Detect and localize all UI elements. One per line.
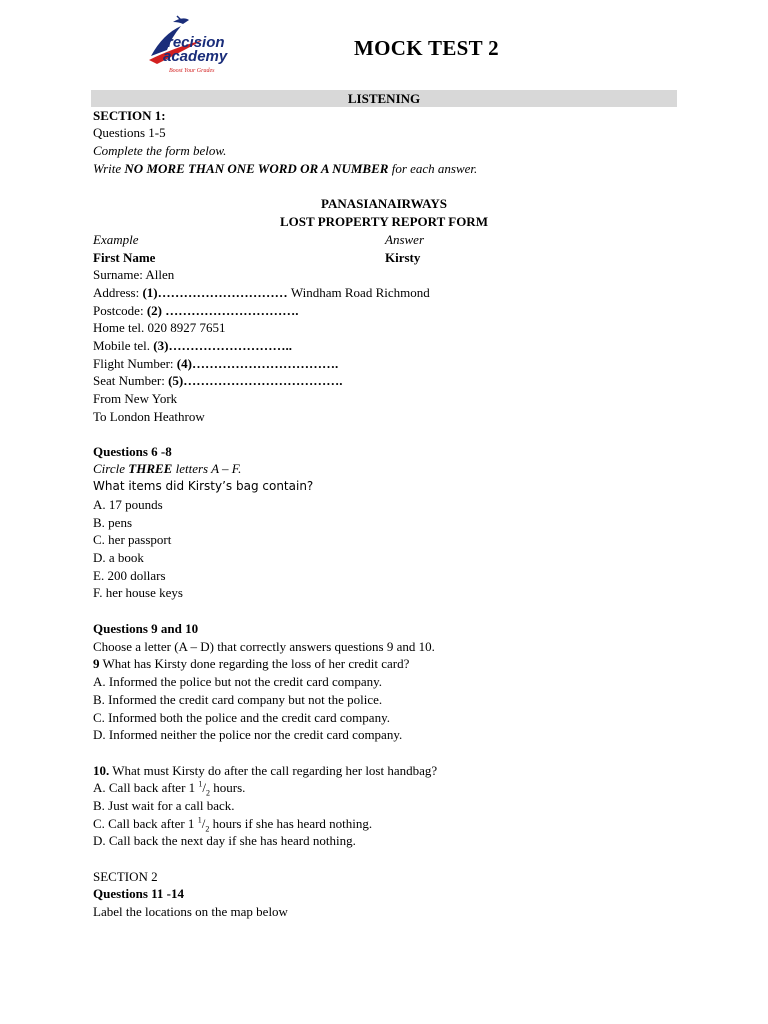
q9-option-c: C. Informed both the police and the credit card company. bbox=[93, 710, 390, 725]
to-line: To London Heathrow bbox=[93, 409, 205, 424]
section2-instruction: Label the locations on the map below bbox=[93, 904, 288, 919]
option-b: B. pens bbox=[93, 515, 132, 530]
q9-option-a: A. Informed the police but not the credit card company. bbox=[93, 674, 383, 689]
option-d: D. a book bbox=[93, 550, 144, 565]
q9-option-b: B. Informed the credit card company but not the police. bbox=[93, 692, 383, 707]
section1-heading: SECTION 1: bbox=[93, 108, 166, 123]
svg-text:academy: academy bbox=[163, 48, 228, 65]
q9-10-instruction: Choose a letter (A – D) that correctly answers questions 9 and 10. bbox=[93, 639, 435, 654]
q6-8-heading: Questions 6 -8 bbox=[93, 444, 172, 459]
q10-option-c: C. Call back after 1 $^1/_2$ hours if she has heard nothing. bbox=[93, 815, 373, 834]
from-line: From New York bbox=[93, 391, 178, 406]
svg-text:Boost Your Grades: Boost Your Grades bbox=[169, 68, 215, 74]
q10-option-d: D. Call back the next day if she has heard nothing. bbox=[93, 833, 356, 848]
form-title-airline: PANASIANAIRWAYS bbox=[321, 196, 447, 211]
q10-option-b: B. Just wait for a call back. bbox=[93, 798, 235, 813]
postcode-line: Postcode: (2) …………………………. bbox=[93, 303, 299, 318]
option-e: E. 200 dollars bbox=[93, 568, 166, 583]
surname-line: Surname: Allen bbox=[93, 267, 175, 282]
section1-instruction2: Write NO MORE THAN ONE WORD OR A NUMBER for each answer. bbox=[93, 161, 478, 176]
q6-8-instruction: Circle THREE letters A – F. bbox=[93, 461, 242, 476]
q9-option-d: D. Informed neither the police nor the credit card company. bbox=[93, 727, 403, 742]
svg-text:recision: recision bbox=[167, 34, 225, 51]
q9-10-heading: Questions 9 and 10 bbox=[93, 621, 199, 636]
section2-heading: SECTION 2 bbox=[93, 869, 158, 884]
section1-questions: Questions 1-5 bbox=[93, 125, 166, 140]
page-title: MOCK TEST 2 bbox=[354, 36, 499, 60]
section1-instruction1: Complete the form below. bbox=[93, 143, 227, 158]
example-answer-row: First Name Kirsty bbox=[93, 250, 421, 265]
mobile-line: Mobile tel. (3)……………………….. bbox=[93, 338, 292, 353]
form-title: LOST PROPERTY REPORT FORM bbox=[280, 214, 488, 229]
flight-line: Flight Number: (4)……………………………. bbox=[93, 356, 339, 371]
section-bar-listening: LISTENING bbox=[91, 90, 677, 107]
home-tel-line: Home tel. 020 8927 7651 bbox=[93, 320, 226, 335]
q6-8-question: What items did Kirsty’s bag contain? bbox=[93, 479, 314, 493]
example-row: Example Answer bbox=[93, 232, 424, 247]
address-line: Address: (1)………………………… Windham Road Richmond bbox=[93, 285, 430, 300]
q10-option-a: A. Call back after 1 $^1/_2$ hours. bbox=[93, 779, 246, 798]
q9-question: 9 What has Kirsty done regarding the loss of her credit card? bbox=[93, 656, 410, 671]
option-f: F. her house keys bbox=[93, 585, 183, 600]
seat-line: Seat Number: (5)………………………………. bbox=[93, 373, 343, 388]
option-c: C. her passport bbox=[93, 532, 172, 547]
option-a: A. 17 pounds bbox=[93, 497, 163, 512]
q10-question: 10. What must Kirsty do after the call regarding her lost handbag? bbox=[93, 763, 438, 778]
precision-academy-logo bbox=[143, 14, 267, 76]
section2-questions: Questions 11 -14 bbox=[93, 886, 185, 901]
